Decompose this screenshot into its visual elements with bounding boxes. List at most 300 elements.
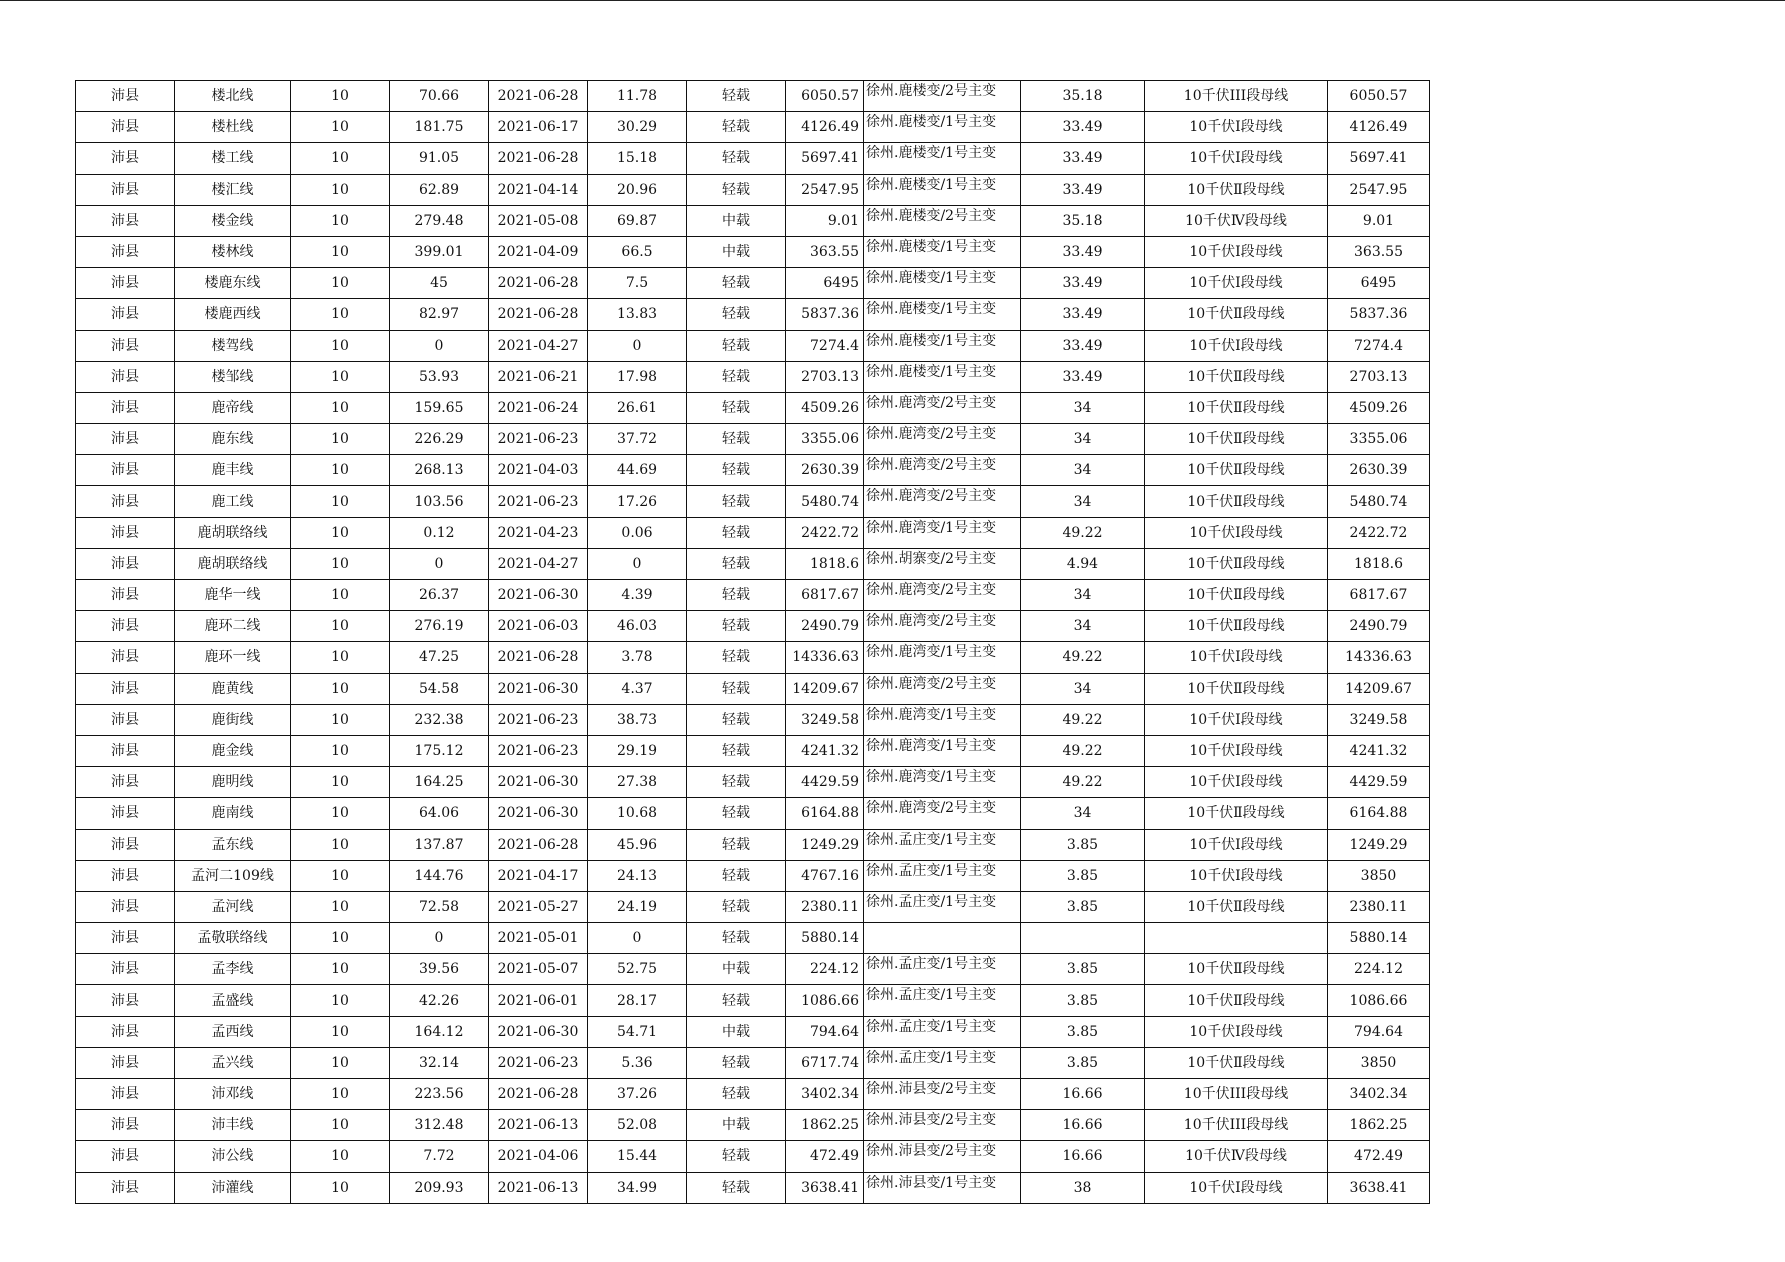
cell-value-d: 49.22: [1021, 767, 1145, 798]
table-row: [76, 1172, 1430, 1203]
cell-value-e: 4509.26: [1328, 392, 1430, 423]
table-row: [76, 1047, 1430, 1078]
cell-substation: 徐州.鹿湾变/1号主变: [864, 704, 1021, 735]
cell-line: 孟敬联络线: [175, 923, 291, 954]
cell-busbar: 10千伏Ⅱ段母线: [1145, 798, 1328, 829]
cell-date: 2021-06-17: [489, 112, 588, 143]
cell-value-b: 69.87: [588, 205, 687, 236]
cell-value-b: 45.96: [588, 829, 687, 860]
cell-value-a: 45: [390, 268, 489, 299]
cell-substation: 徐州.鹿湾变/2号主变: [864, 424, 1021, 455]
cell-substation: 徐州.鹿楼变/1号主变: [864, 236, 1021, 267]
cell-substation: 徐州.鹿湾变/2号主变: [864, 455, 1021, 486]
cell-value-c: 6717.74: [786, 1047, 864, 1078]
cell-load: 轻载: [687, 1079, 786, 1110]
cell-value-a: 268.13: [390, 455, 489, 486]
cell-value-e: 6817.67: [1328, 580, 1430, 611]
cell-county: 沛县: [76, 923, 175, 954]
cell-date: 2021-04-14: [489, 174, 588, 205]
cell-busbar: 10千伏Ⅰ段母线: [1145, 330, 1328, 361]
cell-date: 2021-04-27: [489, 330, 588, 361]
cell-county: 沛县: [76, 1172, 175, 1203]
cell-value-b: 44.69: [588, 455, 687, 486]
cell-value-b: 7.5: [588, 268, 687, 299]
data-table: [75, 80, 1430, 1204]
cell-value-d: 3.85: [1021, 1047, 1145, 1078]
cell-load: 轻载: [687, 704, 786, 735]
cell-busbar: 10千伏Ⅱ段母线: [1145, 954, 1328, 985]
cell-voltage: 10: [291, 1016, 390, 1047]
cell-county: 沛县: [76, 954, 175, 985]
cell-county: 沛县: [76, 330, 175, 361]
table-row: [76, 642, 1430, 673]
cell-value-c: 5880.14: [786, 923, 864, 954]
cell-value-e: 224.12: [1328, 954, 1430, 985]
cell-voltage: 10: [291, 767, 390, 798]
cell-county: 沛县: [76, 798, 175, 829]
table-row: [76, 548, 1430, 579]
cell-value-b: 0: [588, 548, 687, 579]
cell-load: 轻载: [687, 268, 786, 299]
cell-value-a: 47.25: [390, 642, 489, 673]
cell-value-e: 1249.29: [1328, 829, 1430, 860]
cell-voltage: 10: [291, 954, 390, 985]
cell-substation: 徐州.孟庄变/1号主变: [864, 985, 1021, 1016]
cell-value-c: 224.12: [786, 954, 864, 985]
cell-value-c: 2380.11: [786, 891, 864, 922]
cell-substation: 徐州.鹿湾变/2号主变: [864, 486, 1021, 517]
cell-value-d: 3.85: [1021, 860, 1145, 891]
cell-voltage: 10: [291, 205, 390, 236]
cell-voltage: 10: [291, 798, 390, 829]
cell-substation: 徐州.孟庄变/1号主变: [864, 1047, 1021, 1078]
cell-voltage: 10: [291, 486, 390, 517]
cell-busbar: 10千伏Ⅱ段母线: [1145, 174, 1328, 205]
cell-county: 沛县: [76, 642, 175, 673]
cell-value-d: 33.49: [1021, 174, 1145, 205]
cell-value-e: 7274.4: [1328, 330, 1430, 361]
cell-busbar: 10千伏Ⅱ段母线: [1145, 1047, 1328, 1078]
cell-line: 鹿环一线: [175, 642, 291, 673]
cell-value-c: 5837.36: [786, 299, 864, 330]
cell-load: 轻载: [687, 330, 786, 361]
cell-value-c: 2547.95: [786, 174, 864, 205]
cell-value-a: 137.87: [390, 829, 489, 860]
cell-line: 孟兴线: [175, 1047, 291, 1078]
cell-date: 2021-06-30: [489, 798, 588, 829]
cell-substation: 徐州.鹿楼变/2号主变: [864, 205, 1021, 236]
cell-value-e: 5480.74: [1328, 486, 1430, 517]
cell-substation: 徐州.鹿湾变/2号主变: [864, 580, 1021, 611]
cell-voltage: 10: [291, 891, 390, 922]
cell-load: 轻载: [687, 392, 786, 423]
cell-load: 中载: [687, 205, 786, 236]
table-row: [76, 611, 1430, 642]
cell-value-c: 4126.49: [786, 112, 864, 143]
cell-value-d: 33.49: [1021, 361, 1145, 392]
cell-busbar: 10千伏Ⅱ段母线: [1145, 548, 1328, 579]
table-row: [76, 174, 1430, 205]
cell-county: 沛县: [76, 392, 175, 423]
cell-value-e: 794.64: [1328, 1016, 1430, 1047]
cell-date: 2021-04-17: [489, 860, 588, 891]
cell-county: 沛县: [76, 455, 175, 486]
cell-value-c: 4509.26: [786, 392, 864, 423]
cell-value-e: 3850: [1328, 1047, 1430, 1078]
cell-value-a: 144.76: [390, 860, 489, 891]
cell-value-e: 472.49: [1328, 1141, 1430, 1172]
cell-busbar: 10千伏Ⅳ段母线: [1145, 1141, 1328, 1172]
cell-value-e: 2422.72: [1328, 517, 1430, 548]
cell-value-c: 2703.13: [786, 361, 864, 392]
cell-value-c: 2490.79: [786, 611, 864, 642]
cell-value-e: 6495: [1328, 268, 1430, 299]
cell-county: 沛县: [76, 1079, 175, 1110]
cell-line: 孟东线: [175, 829, 291, 860]
cell-county: 沛县: [76, 891, 175, 922]
cell-date: 2021-04-03: [489, 455, 588, 486]
cell-busbar: 10千伏Ⅱ段母线: [1145, 424, 1328, 455]
cell-line: 孟河二109线: [175, 860, 291, 891]
cell-value-b: 34.99: [588, 1172, 687, 1203]
cell-busbar: 10千伏Ⅱ段母线: [1145, 486, 1328, 517]
cell-substation: 徐州.沛县变/1号主变: [864, 1172, 1021, 1203]
cell-value-c: 2630.39: [786, 455, 864, 486]
cell-value-c: 3402.34: [786, 1079, 864, 1110]
cell-value-b: 0.06: [588, 517, 687, 548]
cell-value-b: 0: [588, 923, 687, 954]
cell-date: 2021-06-28: [489, 143, 588, 174]
cell-value-a: 7.72: [390, 1141, 489, 1172]
cell-date: 2021-06-23: [489, 704, 588, 735]
cell-value-c: 5480.74: [786, 486, 864, 517]
cell-busbar: 10千伏III段母线: [1145, 1079, 1328, 1110]
cell-line: 鹿黄线: [175, 673, 291, 704]
cell-value-b: 52.08: [588, 1110, 687, 1141]
cell-value-c: 4241.32: [786, 735, 864, 766]
cell-value-c: 6164.88: [786, 798, 864, 829]
cell-voltage: 10: [291, 517, 390, 548]
table-row: [76, 798, 1430, 829]
cell-load: 轻载: [687, 424, 786, 455]
cell-date: 2021-06-30: [489, 767, 588, 798]
cell-substation: 徐州.孟庄变/1号主变: [864, 891, 1021, 922]
cell-county: 沛县: [76, 1110, 175, 1141]
cell-value-d: 34: [1021, 673, 1145, 704]
cell-substation: 徐州.鹿湾变/2号主变: [864, 798, 1021, 829]
cell-value-a: 72.58: [390, 891, 489, 922]
cell-date: 2021-05-07: [489, 954, 588, 985]
cell-voltage: 10: [291, 143, 390, 174]
cell-line: 楼工线: [175, 143, 291, 174]
cell-county: 沛县: [76, 268, 175, 299]
cell-value-d: 35.18: [1021, 205, 1145, 236]
cell-busbar: 10千伏III段母线: [1145, 1110, 1328, 1141]
table-row: [76, 268, 1430, 299]
cell-busbar: 10千伏Ⅰ段母线: [1145, 143, 1328, 174]
cell-value-a: 223.56: [390, 1079, 489, 1110]
cell-value-d: 34: [1021, 611, 1145, 642]
table-row: [76, 673, 1430, 704]
cell-date: 2021-05-27: [489, 891, 588, 922]
cell-county: 沛县: [76, 1141, 175, 1172]
cell-value-a: 226.29: [390, 424, 489, 455]
cell-line: 楼邹线: [175, 361, 291, 392]
cell-county: 沛县: [76, 829, 175, 860]
cell-line: 楼鹿西线: [175, 299, 291, 330]
cell-county: 沛县: [76, 112, 175, 143]
cell-value-a: 54.58: [390, 673, 489, 704]
cell-value-a: 64.06: [390, 798, 489, 829]
cell-busbar: 10千伏Ⅱ段母线: [1145, 673, 1328, 704]
cell-busbar: 10千伏Ⅱ段母线: [1145, 985, 1328, 1016]
cell-voltage: 10: [291, 361, 390, 392]
cell-county: 沛县: [76, 860, 175, 891]
cell-value-a: 232.38: [390, 704, 489, 735]
cell-busbar: 10千伏Ⅰ段母线: [1145, 1172, 1328, 1203]
cell-load: 轻载: [687, 299, 786, 330]
cell-busbar: [1145, 923, 1328, 954]
cell-value-d: 33.49: [1021, 143, 1145, 174]
cell-voltage: 10: [291, 923, 390, 954]
cell-busbar: 10千伏Ⅱ段母线: [1145, 392, 1328, 423]
cell-line: 鹿南线: [175, 798, 291, 829]
cell-value-c: 3355.06: [786, 424, 864, 455]
cell-line: 沛灌线: [175, 1172, 291, 1203]
cell-value-d: 49.22: [1021, 517, 1145, 548]
cell-value-d: 16.66: [1021, 1110, 1145, 1141]
cell-substation: 徐州.鹿楼变/1号主变: [864, 174, 1021, 205]
cell-value-b: 17.98: [588, 361, 687, 392]
cell-line: 楼汇线: [175, 174, 291, 205]
cell-value-b: 10.68: [588, 798, 687, 829]
cell-date: 2021-06-28: [489, 642, 588, 673]
cell-voltage: 10: [291, 985, 390, 1016]
cell-date: 2021-06-30: [489, 673, 588, 704]
cell-date: 2021-06-28: [489, 1079, 588, 1110]
cell-date: 2021-06-03: [489, 611, 588, 642]
cell-value-d: 34: [1021, 798, 1145, 829]
cell-value-d: 33.49: [1021, 330, 1145, 361]
cell-value-a: 70.66: [390, 81, 489, 112]
cell-load: 轻载: [687, 486, 786, 517]
table-row: [76, 1016, 1430, 1047]
cell-value-c: 3638.41: [786, 1172, 864, 1203]
cell-line: 楼驾线: [175, 330, 291, 361]
cell-value-a: 42.26: [390, 985, 489, 1016]
cell-value-b: 24.19: [588, 891, 687, 922]
cell-value-d: 34: [1021, 455, 1145, 486]
cell-line: 鹿环二线: [175, 611, 291, 642]
cell-substation: 徐州.鹿湾变/2号主变: [864, 392, 1021, 423]
cell-value-a: 159.65: [390, 392, 489, 423]
cell-busbar: 10千伏Ⅰ段母线: [1145, 1016, 1328, 1047]
cell-substation: 徐州.胡寨变/2号主变: [864, 548, 1021, 579]
cell-substation: 徐州.鹿湾变/1号主变: [864, 642, 1021, 673]
table-row: [76, 424, 1430, 455]
cell-busbar: 10千伏Ⅱ段母线: [1145, 455, 1328, 486]
cell-date: 2021-06-28: [489, 268, 588, 299]
cell-value-a: 0: [390, 923, 489, 954]
cell-value-a: 91.05: [390, 143, 489, 174]
cell-load: 轻载: [687, 1047, 786, 1078]
cell-value-e: 5837.36: [1328, 299, 1430, 330]
cell-load: 轻载: [687, 735, 786, 766]
cell-value-e: 2703.13: [1328, 361, 1430, 392]
cell-value-b: 27.38: [588, 767, 687, 798]
cell-value-e: 4126.49: [1328, 112, 1430, 143]
cell-load: 轻载: [687, 891, 786, 922]
cell-voltage: 10: [291, 1172, 390, 1203]
cell-value-c: 1862.25: [786, 1110, 864, 1141]
cell-substation: 徐州.孟庄变/1号主变: [864, 829, 1021, 860]
cell-voltage: 10: [291, 1110, 390, 1141]
cell-value-b: 0: [588, 330, 687, 361]
cell-date: 2021-04-27: [489, 548, 588, 579]
cell-date: 2021-06-28: [489, 299, 588, 330]
cell-voltage: 10: [291, 673, 390, 704]
cell-voltage: 10: [291, 455, 390, 486]
cell-substation: 徐州.鹿楼变/2号主变: [864, 81, 1021, 112]
cell-value-a: 279.48: [390, 205, 489, 236]
table-row: [76, 860, 1430, 891]
cell-busbar: 10千伏Ⅱ段母线: [1145, 580, 1328, 611]
table-row: [76, 580, 1430, 611]
cell-voltage: 10: [291, 392, 390, 423]
cell-value-e: 5697.41: [1328, 143, 1430, 174]
cell-date: 2021-04-06: [489, 1141, 588, 1172]
cell-county: 沛县: [76, 767, 175, 798]
table-row: [76, 954, 1430, 985]
cell-value-d: 3.85: [1021, 954, 1145, 985]
cell-value-e: 1086.66: [1328, 985, 1430, 1016]
table-row: [76, 1079, 1430, 1110]
cell-voltage: 10: [291, 580, 390, 611]
cell-busbar: 10千伏Ⅰ段母线: [1145, 642, 1328, 673]
cell-substation: 徐州.鹿湾变/2号主变: [864, 611, 1021, 642]
cell-value-d: [1021, 923, 1145, 954]
cell-line: 沛公线: [175, 1141, 291, 1172]
cell-load: 轻载: [687, 174, 786, 205]
cell-value-b: 13.83: [588, 299, 687, 330]
cell-line: 鹿明线: [175, 767, 291, 798]
cell-value-d: 34: [1021, 424, 1145, 455]
cell-load: 轻载: [687, 860, 786, 891]
cell-date: 2021-06-23: [489, 424, 588, 455]
table-row: [76, 486, 1430, 517]
cell-date: 2021-06-23: [489, 1047, 588, 1078]
cell-substation: 徐州.鹿楼变/1号主变: [864, 268, 1021, 299]
cell-value-e: 5880.14: [1328, 923, 1430, 954]
cell-substation: 徐州.鹿楼变/1号主变: [864, 330, 1021, 361]
cell-busbar: 10千伏Ⅰ段母线: [1145, 517, 1328, 548]
cell-value-c: 363.55: [786, 236, 864, 267]
cell-date: 2021-06-24: [489, 392, 588, 423]
cell-value-d: 3.85: [1021, 829, 1145, 860]
cell-value-a: 312.48: [390, 1110, 489, 1141]
cell-value-d: 49.22: [1021, 704, 1145, 735]
cell-value-a: 181.75: [390, 112, 489, 143]
cell-value-d: 34: [1021, 486, 1145, 517]
cell-line: 楼鹿东线: [175, 268, 291, 299]
cell-busbar: 10千伏Ⅱ段母线: [1145, 611, 1328, 642]
cell-county: 沛县: [76, 424, 175, 455]
cell-value-b: 66.5: [588, 236, 687, 267]
cell-voltage: 10: [291, 548, 390, 579]
cell-value-c: 472.49: [786, 1141, 864, 1172]
cell-value-e: 1818.6: [1328, 548, 1430, 579]
cell-substation: [864, 923, 1021, 954]
cell-county: 沛县: [76, 735, 175, 766]
cell-county: 沛县: [76, 611, 175, 642]
cell-value-d: 3.85: [1021, 1016, 1145, 1047]
cell-load: 中载: [687, 954, 786, 985]
cell-substation: 徐州.孟庄变/1号主变: [864, 1016, 1021, 1047]
cell-load: 轻载: [687, 611, 786, 642]
cell-value-c: 9.01: [786, 205, 864, 236]
cell-date: 2021-05-08: [489, 205, 588, 236]
cell-line: 鹿丰线: [175, 455, 291, 486]
cell-voltage: 10: [291, 174, 390, 205]
cell-busbar: 10千伏Ⅱ段母线: [1145, 361, 1328, 392]
cell-value-e: 2630.39: [1328, 455, 1430, 486]
cell-voltage: 10: [291, 424, 390, 455]
cell-value-e: 6164.88: [1328, 798, 1430, 829]
cell-value-d: 3.85: [1021, 985, 1145, 1016]
cell-load: 轻载: [687, 923, 786, 954]
cell-value-c: 7274.4: [786, 330, 864, 361]
cell-value-e: 2547.95: [1328, 174, 1430, 205]
cell-line: 鹿东线: [175, 424, 291, 455]
cell-date: 2021-04-09: [489, 236, 588, 267]
cell-county: 沛县: [76, 580, 175, 611]
cell-value-d: 33.49: [1021, 299, 1145, 330]
cell-line: 楼金线: [175, 205, 291, 236]
cell-value-d: 38: [1021, 1172, 1145, 1203]
cell-substation: 徐州.孟庄变/1号主变: [864, 954, 1021, 985]
cell-value-c: 5697.41: [786, 143, 864, 174]
table-row: [76, 392, 1430, 423]
table-row: [76, 205, 1430, 236]
cell-load: 轻载: [687, 112, 786, 143]
cell-substation: 徐州.沛县变/2号主变: [864, 1141, 1021, 1172]
cell-substation: 徐州.鹿湾变/1号主变: [864, 767, 1021, 798]
cell-value-b: 30.29: [588, 112, 687, 143]
cell-county: 沛县: [76, 673, 175, 704]
cell-date: 2021-06-13: [489, 1110, 588, 1141]
table-row: [76, 923, 1430, 954]
cell-line: 孟河线: [175, 891, 291, 922]
cell-date: 2021-06-23: [489, 486, 588, 517]
cell-value-c: 6495: [786, 268, 864, 299]
cell-county: 沛县: [76, 205, 175, 236]
cell-value-d: 33.49: [1021, 236, 1145, 267]
cell-value-c: 14209.67: [786, 673, 864, 704]
cell-busbar: 10千伏Ⅰ段母线: [1145, 112, 1328, 143]
cell-busbar: 10千伏Ⅰ段母线: [1145, 236, 1328, 267]
cell-value-e: 3355.06: [1328, 424, 1430, 455]
cell-county: 沛县: [76, 517, 175, 548]
cell-value-c: 1086.66: [786, 985, 864, 1016]
cell-load: 轻载: [687, 798, 786, 829]
cell-county: 沛县: [76, 236, 175, 267]
cell-value-b: 11.78: [588, 81, 687, 112]
cell-value-c: 794.64: [786, 1016, 864, 1047]
cell-load: 轻载: [687, 517, 786, 548]
table-row: [76, 1110, 1430, 1141]
cell-value-e: 4241.32: [1328, 735, 1430, 766]
cell-voltage: 10: [291, 611, 390, 642]
